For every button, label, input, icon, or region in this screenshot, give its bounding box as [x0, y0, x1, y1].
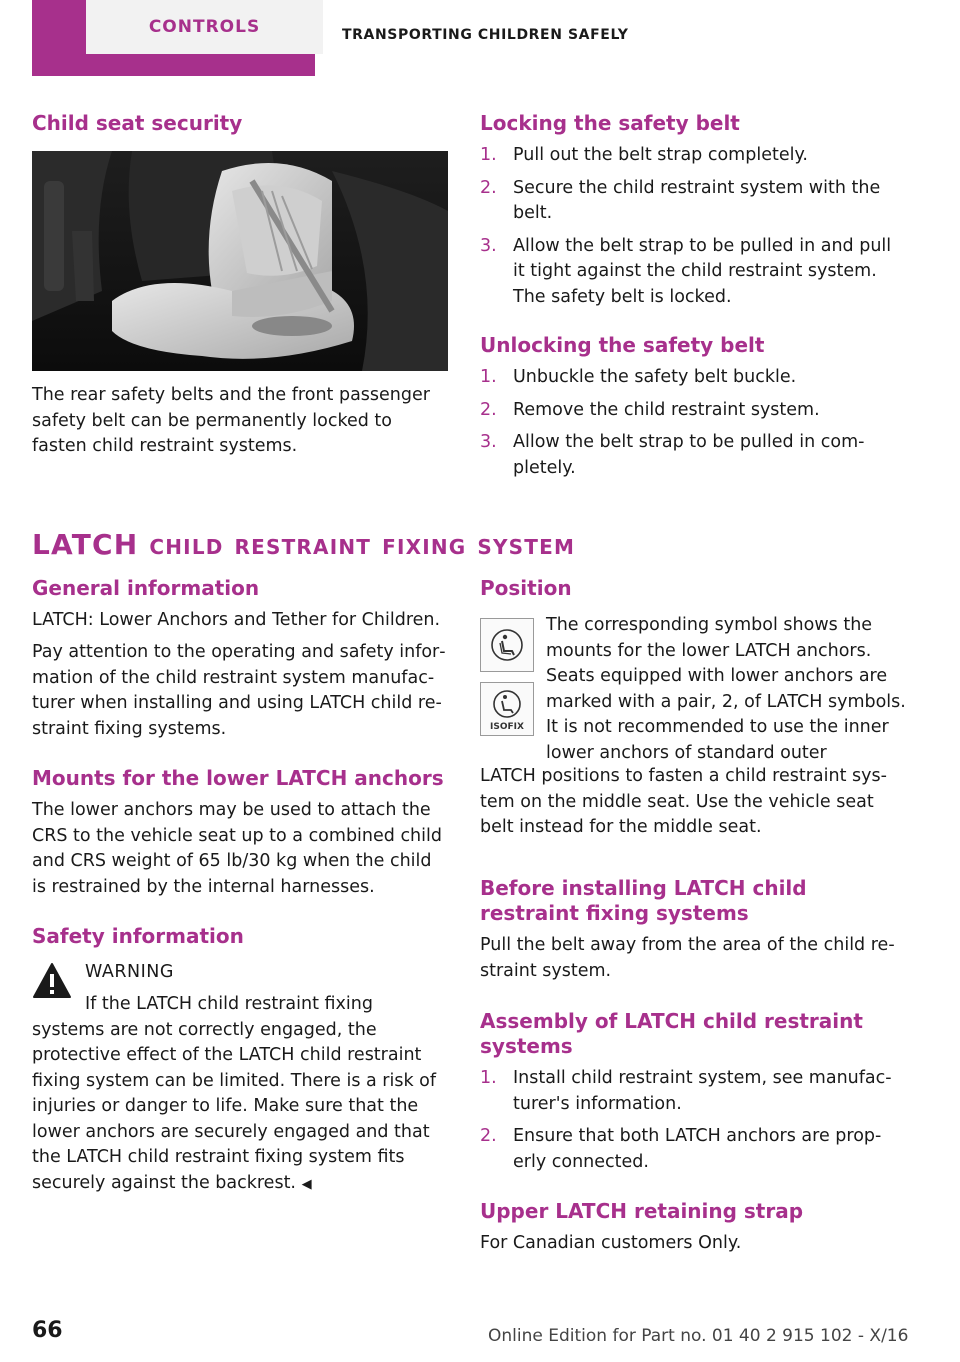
heading-unlocking: Unlocking the safety belt: [480, 333, 765, 357]
child-seat-symbol-icon: [480, 618, 534, 672]
list-item: 1. Pull out the belt strap completely.: [480, 145, 808, 165]
heading-child-seat-security: Child seat security: [32, 111, 243, 135]
list-item: 2. Ensure that both LATCH anchors are properly connected.: [480, 1126, 882, 1172]
heading-upper-latch: Upper LATCH retaining strap: [480, 1199, 804, 1223]
tab-controls[interactable]: CONTROLS: [86, 0, 323, 54]
heading-assembly: Assembly of LATCH child restraint systems: [480, 1009, 863, 1058]
child-seat-security-text: The rear safety belts and the front passenger safety belt can be permanently locked to fasten child restraint systems.: [32, 385, 430, 456]
warning-label: WARNING: [85, 962, 174, 982]
heading-before-installing: Before installing LATCH child restraint fixing systems: [480, 876, 807, 925]
warning-text: If the LATCH child restraint fixing systems are not correctly engaged, the protective effect of the LATCH child restraint fixing system can be limited. There is a risk of injuries or danger to life. Make sure that the lower anchors are securely engaged and that the LATCH child restraint fixing system fits securely against the backrest. ◀: [32, 994, 437, 1193]
section-title-latch: LATCH child restraint fixing system: [32, 528, 576, 561]
list-item: 3. Allow the belt strap to be pulled in completely.: [480, 432, 865, 478]
isofix-symbol-icon: [480, 682, 534, 736]
list-item: 1. Install child restraint system, see manufacturer's information.: [480, 1068, 892, 1114]
list-item: 2. Remove the child restraint system.: [480, 399, 820, 420]
end-mark: ◀: [301, 1176, 312, 1192]
position-text: LATCH positions to fasten a child restraint system on the middle seat. Use the vehicle seat belt instead for the middle seat.: [480, 766, 887, 837]
before-text: Pull the belt away from the area of the child restraint system.: [480, 935, 895, 981]
heading-mounts: Mounts for the lower LATCH anchors: [32, 766, 444, 790]
isofix-label: ISOFIX: [490, 722, 524, 732]
assembly-steps: [480, 1066, 900, 1182]
upper-latch-text: For Canadian customers Only.: [480, 1233, 742, 1253]
page-number: 66: [32, 1318, 63, 1343]
heading-locking: Locking the safety belt: [480, 111, 740, 135]
heading-position: Position: [480, 576, 572, 600]
general-p1: LATCH: Lower Anchors and Tether for Children.: [32, 610, 441, 630]
general-p2: Pay attention to the operating and safety information of the child restraint system manufacturer when installing and using LATCH child restraint fixing systems.: [32, 642, 446, 739]
footer-edition: Online Edition for Part no. 01 40 2 915 102 - X/16: [488, 1326, 909, 1346]
position-text-indented: The corresponding symbol shows the mounts for the lower LATCH anchors. Seats equipped with lower anchors are marked with a pair, 2, of LATCH symbols. It is not recommended to use the inner lower anchors of standard outer: [546, 615, 906, 763]
header-tab-bar: [32, 0, 315, 76]
unlocking-steps: [480, 365, 900, 488]
list-item: 3. Allow the belt strap to be pulled in and pull it tight against the child restraint system. The safety belt is locked.: [480, 235, 892, 307]
child-seat-photo: [32, 151, 448, 371]
locking-steps: [480, 143, 900, 317]
heading-safety-information: Safety information: [32, 924, 244, 948]
list-item: 2. Secure the child restraint system with the belt.: [480, 177, 881, 223]
mounts-text: The lower anchors may be used to attach the CRS to the vehicle seat up to a combined child and CRS weight of 65 lb/30 kg when the child is restrained by the internal harnesses.: [32, 800, 442, 897]
heading-general-information: General information: [32, 576, 260, 600]
section-label: TRANSPORTING CHILDREN SAFELY: [342, 27, 629, 43]
list-item: 1. Unbuckle the safety belt buckle.: [480, 367, 797, 387]
